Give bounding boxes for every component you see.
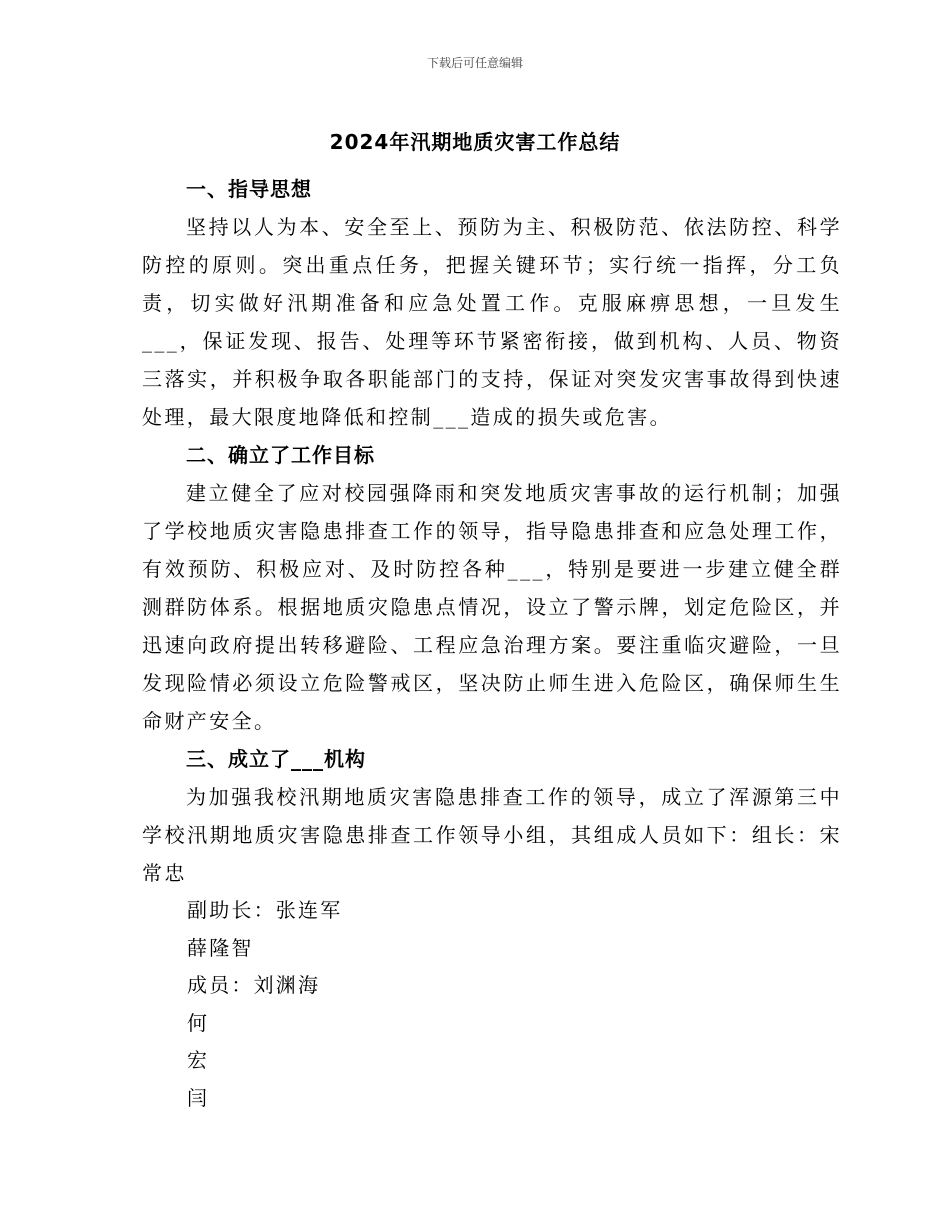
member-line-4: 何 xyxy=(187,1010,210,1035)
member-line-members: 成员：刘渊海 xyxy=(187,973,321,997)
section-paragraph-work-goals: 建立健全了应对校园强降雨和突发地质灾害事故的运行机制；加强了学校地质灾害隐患排查工作的领导，指导隐患排查和应急处理工作，有效预防、积极应对、及时防控各种___，特别是要进一步建立健全群测群防体系。根据地质灾隐患点情况，设立了警示牌，划定危险区，并迅速向政府提出转移避险、工程应急治理方案。要注重临灾避险，一旦发现险情必须设立危险警戒区，坚决防止师生进入危险区，确保师生生命财产安全。 xyxy=(142,481,842,733)
member-line-6: 闫 xyxy=(187,1085,210,1110)
document-title: 2024年汛期地质灾害工作总结 xyxy=(329,130,621,154)
member-line-deputy-leader: 副助长：张连军 xyxy=(187,898,343,922)
member-line-deputy-2: 薛隆智 xyxy=(187,935,254,960)
section-paragraph-organization: 为加强我校汛期地质灾害隐患排查工作的领导，成立了浑源第三中学校汛期地质灾害隐患排查工作领导小组，其组成人员如下：组长：宋常忠 xyxy=(142,785,842,885)
section-heading-guiding-ideology: 一、指导思想 xyxy=(186,177,312,201)
page-header-note: 下载后可任意编辑 xyxy=(426,56,523,70)
section-heading-organization: 三、成立了___机构 xyxy=(186,747,366,771)
member-line-5: 宏 xyxy=(187,1048,210,1072)
section-heading-work-goals: 二、确立了工作目标 xyxy=(186,443,375,467)
document-body xyxy=(142,170,842,1117)
section-paragraph-guiding-ideology: 坚持以人为本、安全至上、预防为主、积极防范、依法防控、科学防控的原则。突出重点任务，把握关键环节；实行统一指挥，分工负责，切实做好汛期准备和应急处置工作。克服麻痹思想，一旦发生___，保证发现、报告、处理等环节紧密衔接，做到机构、人员、物资三落实，并积极争取各职能部门的支持，保证对突发灾害事故得到快速处理，最大限度地降低和控制___造成的损失或危害。 xyxy=(142,215,842,429)
